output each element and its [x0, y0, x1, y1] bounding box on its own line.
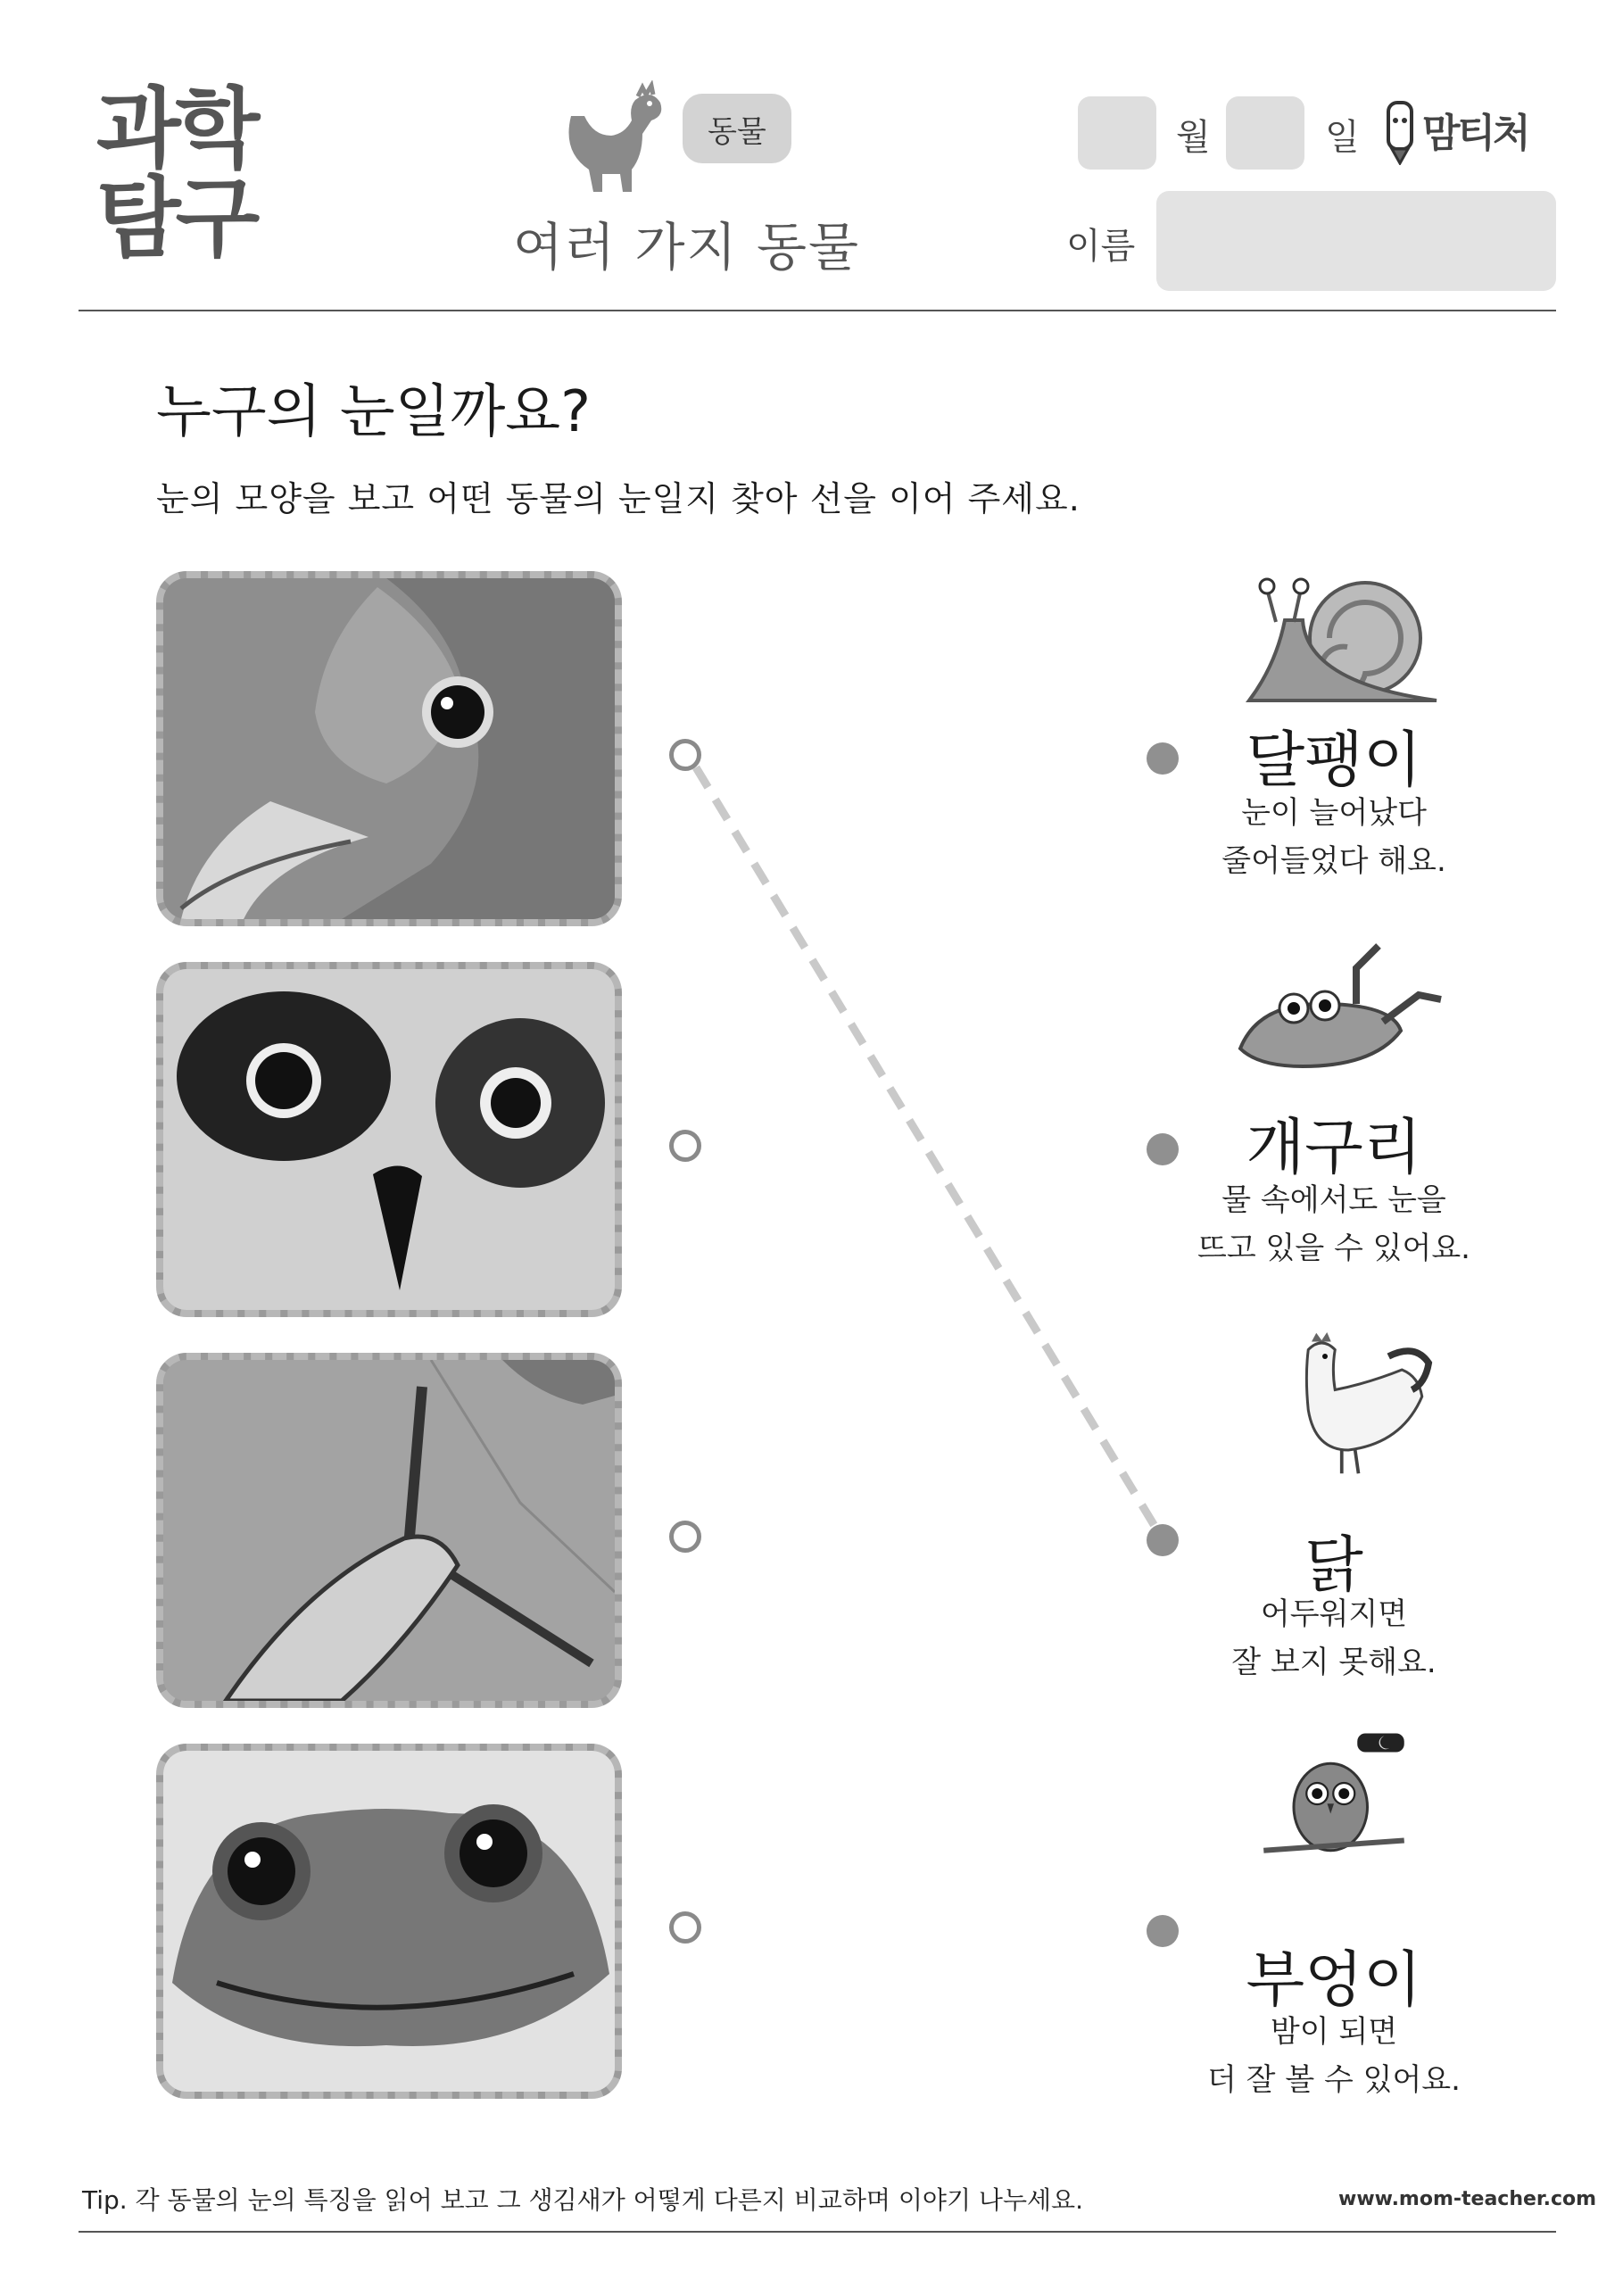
frog-illustration — [1222, 932, 1445, 1080]
animal-desc-owl-2: 더 잘 볼 수 있어요. — [1207, 2062, 1461, 2098]
chicken-illustration — [1240, 1330, 1463, 1477]
website-link[interactable]: www.mom-teacher.com — [1338, 2188, 1597, 2210]
animal-desc-snail-1: 눈이 늘어났다 — [1241, 795, 1427, 831]
category-badge: 동물 — [683, 94, 791, 163]
animal-name-owl: 부엉이 — [1246, 1945, 1422, 2016]
animal-desc-chicken-1: 어두워지면 — [1260, 1596, 1408, 1632]
animal-desc-chicken-2: 잘 보지 못해요. — [1231, 1645, 1437, 1680]
brand-name: 맘티처 — [1422, 111, 1528, 156]
animal-desc-frog-2: 뜨고 있을 수 있어요. — [1197, 1231, 1470, 1266]
animal-name-chicken: 닭 — [1304, 1530, 1363, 1601]
snail-illustration — [1222, 567, 1445, 714]
day-label: 일 — [1325, 117, 1360, 158]
animal-desc-snail-2: 줄어들었다 해요. — [1221, 843, 1446, 879]
question-title: 누구의 눈일까요? — [156, 379, 592, 445]
animal-name-frog: 개구리 — [1246, 1113, 1422, 1183]
tip-text: Tip. 각 동물의 눈의 특징을 읽어 보고 그 생김새가 어떻게 다른지 비교하며 이야기 나누세요. — [82, 2185, 1083, 2215]
animal-name-snail: 달팽이 — [1246, 725, 1422, 796]
footer-divider — [79, 2231, 1556, 2233]
owl-illustration — [1222, 1727, 1445, 1874]
name-label: 이름 — [1066, 226, 1136, 267]
subject-logo: 과학 탐구 — [96, 79, 255, 269]
animal-desc-owl-1: 밤이 되면 — [1270, 2014, 1398, 2050]
instruction-text: 눈의 모양을 보고 어떤 동물의 눈일지 찾아 선을 이어 주세요. — [156, 479, 1081, 518]
month-label: 월 — [1176, 117, 1211, 158]
worksheet-title: 여러 가지 동물 — [513, 217, 861, 278]
animal-desc-frog-1: 물 속에서도 눈을 — [1221, 1182, 1446, 1218]
